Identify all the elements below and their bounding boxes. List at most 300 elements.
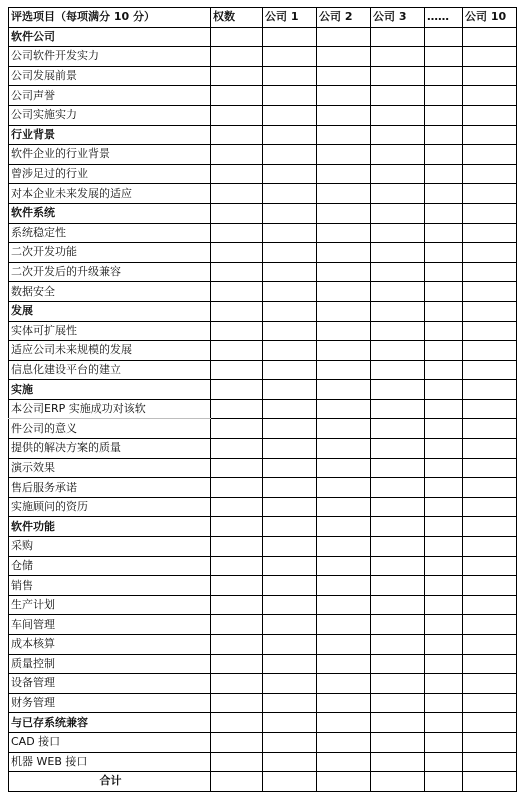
weight-cell[interactable] [211, 321, 263, 341]
company-10-cell[interactable] [463, 615, 517, 635]
weight-cell[interactable] [211, 439, 263, 459]
ellipsis-cell[interactable] [425, 556, 463, 576]
company-10-cell[interactable] [463, 321, 517, 341]
category-row [9, 27, 517, 47]
company-3-cell[interactable] [371, 713, 425, 733]
company-1-cell[interactable] [263, 105, 317, 125]
company-1-cell[interactable] [263, 419, 317, 439]
company-3-cell[interactable] [371, 27, 425, 47]
table-row [9, 576, 517, 596]
company-2-cell[interactable] [317, 674, 371, 694]
company-10-cell[interactable] [463, 86, 517, 106]
category-label: 与已存系统兼容 [9, 713, 211, 733]
company-3-cell[interactable] [371, 693, 425, 713]
company-3-cell[interactable] [371, 615, 425, 635]
company-2-cell[interactable] [317, 615, 371, 635]
ellipsis-cell[interactable] [425, 282, 463, 302]
company-1-cell[interactable] [263, 752, 317, 772]
company-1-cell[interactable] [263, 360, 317, 380]
company-3-cell[interactable] [371, 125, 425, 145]
weight-cell[interactable] [211, 497, 263, 517]
category-row [9, 125, 517, 145]
company-3-cell[interactable] [371, 556, 425, 576]
table-row [9, 497, 517, 517]
company-10-cell[interactable] [463, 105, 517, 125]
weight-cell[interactable] [211, 556, 263, 576]
company-3-cell[interactable] [371, 772, 425, 792]
company-2-cell[interactable] [317, 86, 371, 106]
table-row [9, 105, 517, 125]
company-2-cell[interactable] [317, 282, 371, 302]
company-1-cell[interactable] [263, 497, 317, 517]
table-body [9, 27, 517, 791]
ellipsis-cell[interactable] [425, 105, 463, 125]
weight-cell[interactable] [211, 772, 263, 792]
header-weight: 权数 [211, 8, 263, 28]
table-row [9, 654, 517, 674]
company-3-cell[interactable] [371, 66, 425, 86]
company-3-cell[interactable] [371, 301, 425, 321]
company-10-cell[interactable] [463, 537, 517, 557]
category-row [9, 517, 517, 537]
ellipsis-cell[interactable] [425, 497, 463, 517]
header-company-1: 公司 1 [263, 8, 317, 28]
criterion-label: 机器 WEB 接口 [9, 752, 211, 772]
company-10-cell[interactable] [463, 47, 517, 67]
company-3-cell[interactable] [371, 164, 425, 184]
criterion-label: 演示效果 [9, 458, 211, 478]
company-1-cell[interactable] [263, 674, 317, 694]
ellipsis-cell[interactable] [425, 772, 463, 792]
company-2-cell[interactable] [317, 693, 371, 713]
company-3-cell[interactable] [371, 223, 425, 243]
company-2-cell[interactable] [317, 262, 371, 282]
company-1-cell[interactable] [263, 399, 317, 419]
weight-cell[interactable] [211, 517, 263, 537]
criterion-label: 适应公司未来规模的发展 [9, 341, 211, 361]
company-3-cell[interactable] [371, 732, 425, 752]
company-3-cell[interactable] [371, 537, 425, 557]
company-3-cell[interactable] [371, 458, 425, 478]
weight-cell[interactable] [211, 125, 263, 145]
company-2-cell[interactable] [317, 223, 371, 243]
company-2-cell[interactable] [317, 360, 371, 380]
company-2-cell[interactable] [317, 478, 371, 498]
table-row [9, 399, 517, 419]
ellipsis-cell[interactable] [425, 419, 463, 439]
table-row [9, 341, 517, 361]
criterion-label: 信息化建设平台的建立 [9, 360, 211, 380]
company-3-cell[interactable] [371, 517, 425, 537]
category-row [9, 713, 517, 733]
company-3-cell[interactable] [371, 145, 425, 165]
category-label: 实施 [9, 380, 211, 400]
weight-cell[interactable] [211, 674, 263, 694]
weight-cell[interactable] [211, 360, 263, 380]
weight-cell[interactable] [211, 635, 263, 655]
company-1-cell[interactable] [263, 517, 317, 537]
weight-cell[interactable] [211, 282, 263, 302]
company-10-cell[interactable] [463, 419, 517, 439]
criterion-label: 二次开发后的升级兼容 [9, 262, 211, 282]
company-1-cell[interactable] [263, 478, 317, 498]
company-1-cell[interactable] [263, 556, 317, 576]
ellipsis-cell[interactable] [425, 439, 463, 459]
company-10-cell[interactable] [463, 674, 517, 694]
company-3-cell[interactable] [371, 399, 425, 419]
company-2-cell[interactable] [317, 458, 371, 478]
table-row [9, 732, 517, 752]
company-2-cell[interactable] [317, 772, 371, 792]
company-1-cell[interactable] [263, 439, 317, 459]
weight-cell[interactable] [211, 537, 263, 557]
company-2-cell[interactable] [317, 47, 371, 67]
weight-cell[interactable] [211, 262, 263, 282]
category-label: 软件公司 [9, 27, 211, 47]
company-10-cell[interactable] [463, 399, 517, 419]
company-1-cell[interactable] [263, 713, 317, 733]
weight-cell[interactable] [211, 341, 263, 361]
ellipsis-cell[interactable] [425, 537, 463, 557]
weight-cell[interactable] [211, 301, 263, 321]
ellipsis-cell[interactable] [425, 223, 463, 243]
company-3-cell[interactable] [371, 184, 425, 204]
table-row [9, 615, 517, 635]
company-3-cell[interactable] [371, 595, 425, 615]
criterion-label: 实施顾问的资历 [9, 497, 211, 517]
company-1-cell[interactable] [263, 223, 317, 243]
weight-cell[interactable] [211, 164, 263, 184]
company-3-cell[interactable] [371, 674, 425, 694]
company-10-cell[interactable] [463, 732, 517, 752]
company-2-cell[interactable] [317, 576, 371, 596]
company-1-cell[interactable] [263, 164, 317, 184]
company-10-cell[interactable] [463, 360, 517, 380]
company-1-cell[interactable] [263, 772, 317, 792]
criterion-label: 实体可扩展性 [9, 321, 211, 341]
category-label: 发展 [9, 301, 211, 321]
company-1-cell[interactable] [263, 184, 317, 204]
company-2-cell[interactable] [317, 419, 371, 439]
weight-cell[interactable] [211, 27, 263, 47]
company-3-cell[interactable] [371, 635, 425, 655]
company-10-cell[interactable] [463, 556, 517, 576]
weight-cell[interactable] [211, 458, 263, 478]
company-10-cell[interactable] [463, 282, 517, 302]
company-3-cell[interactable] [371, 243, 425, 263]
company-10-cell[interactable] [463, 772, 517, 792]
criterion-label: 采购 [9, 537, 211, 557]
weight-cell[interactable] [211, 713, 263, 733]
weight-cell[interactable] [211, 576, 263, 596]
company-10-cell[interactable] [463, 478, 517, 498]
criterion-label: 对本企业未来发展的适应 [9, 184, 211, 204]
company-1-cell[interactable] [263, 125, 317, 145]
company-10-cell[interactable] [463, 635, 517, 655]
criterion-label: 仓储 [9, 556, 211, 576]
company-10-cell[interactable] [463, 145, 517, 165]
company-2-cell[interactable] [317, 497, 371, 517]
ellipsis-cell[interactable] [425, 458, 463, 478]
ellipsis-cell[interactable] [425, 203, 463, 223]
company-10-cell[interactable] [463, 380, 517, 400]
weight-cell[interactable] [211, 752, 263, 772]
company-1-cell[interactable] [263, 615, 317, 635]
company-2-cell[interactable] [317, 66, 371, 86]
weight-cell[interactable] [211, 732, 263, 752]
company-1-cell[interactable] [263, 732, 317, 752]
ellipsis-cell[interactable] [425, 693, 463, 713]
company-2-cell[interactable] [317, 243, 371, 263]
company-10-cell[interactable] [463, 125, 517, 145]
total-label: 合计 [9, 772, 211, 792]
company-2-cell[interactable] [317, 105, 371, 125]
company-2-cell[interactable] [317, 164, 371, 184]
category-row [9, 380, 517, 400]
weight-cell[interactable] [211, 86, 263, 106]
company-10-cell[interactable] [463, 654, 517, 674]
company-1-cell[interactable] [263, 693, 317, 713]
weight-cell[interactable] [211, 654, 263, 674]
company-1-cell[interactable] [263, 66, 317, 86]
company-1-cell[interactable] [263, 635, 317, 655]
company-10-cell[interactable] [463, 341, 517, 361]
company-3-cell[interactable] [371, 752, 425, 772]
company-10-cell[interactable] [463, 458, 517, 478]
company-1-cell[interactable] [263, 341, 317, 361]
ellipsis-cell[interactable] [425, 66, 463, 86]
company-2-cell[interactable] [317, 537, 371, 557]
table-row [9, 243, 517, 263]
company-3-cell[interactable] [371, 282, 425, 302]
ellipsis-cell[interactable] [425, 86, 463, 106]
company-2-cell[interactable] [317, 732, 371, 752]
ellipsis-cell[interactable] [425, 615, 463, 635]
company-10-cell[interactable] [463, 184, 517, 204]
company-10-cell[interactable] [463, 27, 517, 47]
company-2-cell[interactable] [317, 556, 371, 576]
table-row [9, 47, 517, 67]
company-3-cell[interactable] [371, 439, 425, 459]
table-row [9, 674, 517, 694]
weight-cell[interactable] [211, 478, 263, 498]
company-3-cell[interactable] [371, 321, 425, 341]
company-1-cell[interactable] [263, 27, 317, 47]
ellipsis-cell[interactable] [425, 27, 463, 47]
company-1-cell[interactable] [263, 145, 317, 165]
table-row [9, 145, 517, 165]
weight-cell[interactable] [211, 419, 263, 439]
table-row [9, 262, 517, 282]
weight-cell[interactable] [211, 145, 263, 165]
company-10-cell[interactable] [463, 693, 517, 713]
company-2-cell[interactable] [317, 595, 371, 615]
company-10-cell[interactable] [463, 517, 517, 537]
company-1-cell[interactable] [263, 380, 317, 400]
company-3-cell[interactable] [371, 478, 425, 498]
criterion-label: CAD 接口 [9, 732, 211, 752]
company-3-cell[interactable] [371, 380, 425, 400]
ellipsis-cell[interactable] [425, 752, 463, 772]
company-1-cell[interactable] [263, 595, 317, 615]
weight-cell[interactable] [211, 693, 263, 713]
ellipsis-cell[interactable] [425, 47, 463, 67]
company-3-cell[interactable] [371, 576, 425, 596]
criterion-label: 软件企业的行业背景 [9, 145, 211, 165]
criterion-label: 提供的解决方案的质量 [9, 439, 211, 459]
table-row [9, 595, 517, 615]
company-3-cell[interactable] [371, 419, 425, 439]
ellipsis-cell[interactable] [425, 184, 463, 204]
ellipsis-cell[interactable] [425, 635, 463, 655]
ellipsis-cell[interactable] [425, 478, 463, 498]
category-row [9, 301, 517, 321]
company-1-cell[interactable] [263, 654, 317, 674]
company-2-cell[interactable] [317, 752, 371, 772]
ellipsis-cell[interactable] [425, 321, 463, 341]
ellipsis-cell[interactable] [425, 360, 463, 380]
company-3-cell[interactable] [371, 262, 425, 282]
weight-cell[interactable] [211, 105, 263, 125]
criterion-label: 公司软件开发实力 [9, 47, 211, 67]
table-row [9, 184, 517, 204]
table-row [9, 537, 517, 557]
company-1-cell[interactable] [263, 243, 317, 263]
header-criteria: 评选项目（每项满分 10 分） [9, 8, 211, 28]
category-label: 软件功能 [9, 517, 211, 537]
criterion-label: 本公司ERP 实施成功对该软 [9, 399, 211, 419]
company-1-cell[interactable] [263, 321, 317, 341]
company-2-cell[interactable] [317, 203, 371, 223]
ellipsis-cell[interactable] [425, 380, 463, 400]
table-row [9, 223, 517, 243]
weight-cell[interactable] [211, 243, 263, 263]
table-row [9, 556, 517, 576]
table-row [9, 321, 517, 341]
company-10-cell[interactable] [463, 262, 517, 282]
weight-cell[interactable] [211, 595, 263, 615]
weight-cell[interactable] [211, 380, 263, 400]
ellipsis-cell[interactable] [425, 341, 463, 361]
company-2-cell[interactable] [317, 125, 371, 145]
company-2-cell[interactable] [317, 321, 371, 341]
ellipsis-cell[interactable] [425, 164, 463, 184]
ellipsis-cell[interactable] [425, 595, 463, 615]
company-1-cell[interactable] [263, 537, 317, 557]
company-2-cell[interactable] [317, 380, 371, 400]
company-3-cell[interactable] [371, 105, 425, 125]
ellipsis-cell[interactable] [425, 145, 463, 165]
company-3-cell[interactable] [371, 360, 425, 380]
weight-cell[interactable] [211, 47, 263, 67]
company-10-cell[interactable] [463, 164, 517, 184]
weight-cell[interactable] [211, 399, 263, 419]
criterion-label: 生产计划 [9, 595, 211, 615]
weight-cell[interactable] [211, 615, 263, 635]
company-2-cell[interactable] [317, 145, 371, 165]
company-10-cell[interactable] [463, 66, 517, 86]
total-row [9, 772, 517, 792]
table-row [9, 86, 517, 106]
company-10-cell[interactable] [463, 301, 517, 321]
criterion-label: 二次开发功能 [9, 243, 211, 263]
company-10-cell[interactable] [463, 713, 517, 733]
category-row [9, 203, 517, 223]
ellipsis-cell[interactable] [425, 125, 463, 145]
company-3-cell[interactable] [371, 203, 425, 223]
criterion-label: 系统稳定性 [9, 223, 211, 243]
company-3-cell[interactable] [371, 654, 425, 674]
company-2-cell[interactable] [317, 654, 371, 674]
company-1-cell[interactable] [263, 262, 317, 282]
table-row [9, 419, 517, 439]
company-2-cell[interactable] [317, 27, 371, 47]
company-3-cell[interactable] [371, 47, 425, 67]
company-10-cell[interactable] [463, 595, 517, 615]
ellipsis-cell[interactable] [425, 243, 463, 263]
criterion-label: 成本核算 [9, 635, 211, 655]
ellipsis-cell[interactable] [425, 301, 463, 321]
company-1-cell[interactable] [263, 576, 317, 596]
company-10-cell[interactable] [463, 497, 517, 517]
criterion-label: 设备管理 [9, 674, 211, 694]
company-2-cell[interactable] [317, 399, 371, 419]
company-3-cell[interactable] [371, 86, 425, 106]
company-10-cell[interactable] [463, 203, 517, 223]
company-2-cell[interactable] [317, 301, 371, 321]
company-10-cell[interactable] [463, 576, 517, 596]
header-row [9, 8, 517, 28]
company-1-cell[interactable] [263, 86, 317, 106]
company-3-cell[interactable] [371, 341, 425, 361]
ellipsis-cell[interactable] [425, 713, 463, 733]
ellipsis-cell[interactable] [425, 732, 463, 752]
ellipsis-cell[interactable] [425, 576, 463, 596]
company-1-cell[interactable] [263, 203, 317, 223]
weight-cell[interactable] [211, 203, 263, 223]
weight-cell[interactable] [211, 66, 263, 86]
company-10-cell[interactable] [463, 752, 517, 772]
company-10-cell[interactable] [463, 223, 517, 243]
criterion-label: 曾涉足过的行业 [9, 164, 211, 184]
ellipsis-cell[interactable] [425, 517, 463, 537]
company-3-cell[interactable] [371, 497, 425, 517]
company-2-cell[interactable] [317, 439, 371, 459]
table-row [9, 66, 517, 86]
company-10-cell[interactable] [463, 243, 517, 263]
weight-cell[interactable] [211, 184, 263, 204]
weight-cell[interactable] [211, 223, 263, 243]
company-1-cell[interactable] [263, 282, 317, 302]
ellipsis-cell[interactable] [425, 262, 463, 282]
company-2-cell[interactable] [317, 517, 371, 537]
company-1-cell[interactable] [263, 47, 317, 67]
ellipsis-cell[interactable] [425, 399, 463, 419]
company-10-cell[interactable] [463, 439, 517, 459]
ellipsis-cell[interactable] [425, 674, 463, 694]
company-1-cell[interactable] [263, 458, 317, 478]
criterion-label: 公司实施实力 [9, 105, 211, 125]
ellipsis-cell[interactable] [425, 654, 463, 674]
table-row [9, 635, 517, 655]
company-2-cell[interactable] [317, 341, 371, 361]
criterion-label: 售后服务承诺 [9, 478, 211, 498]
company-2-cell[interactable] [317, 713, 371, 733]
company-2-cell[interactable] [317, 635, 371, 655]
header-company-10: 公司 10 [463, 8, 517, 28]
company-1-cell[interactable] [263, 301, 317, 321]
company-2-cell[interactable] [317, 184, 371, 204]
